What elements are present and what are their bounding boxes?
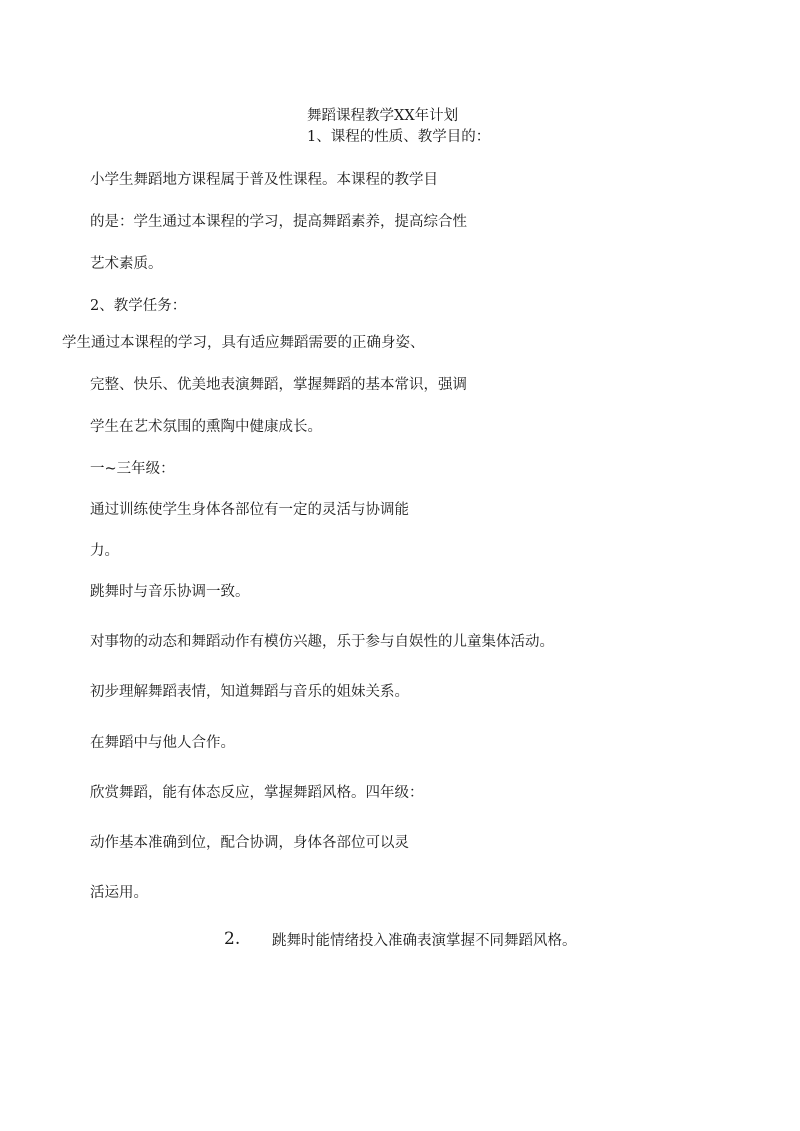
paragraph-line: 活运用。 — [90, 885, 148, 901]
paragraph-line: 通过训练使学生身体各部位有一定的灵活与协调能 — [90, 502, 409, 518]
paragraph-line: 对事物的动态和舞蹈动作有模仿兴趣，乐于参与自娱性的儿童集体活动。 — [90, 634, 554, 650]
paragraph-line: 欣赏舞蹈，能有体态反应，掌握舞蹈风格。四年级： — [90, 785, 424, 801]
list-item-number: 2. — [224, 929, 241, 949]
paragraph-line: 力。 — [90, 543, 119, 559]
paragraph-line: 完整、快乐、优美地表演舞蹈，掌握舞蹈的基本常识，强调 — [90, 377, 467, 393]
section-heading-2: 2、教学任务： — [90, 298, 187, 314]
paragraph-line: 艺术素质。 — [90, 256, 163, 272]
paragraph-line: 小学生舞蹈地方课程属于普及性课程。本课程的教学目 — [90, 172, 438, 188]
paragraph-line: 动作基本准确到位，配合协调，身体各部位可以灵 — [90, 835, 409, 851]
paragraph-line: 的是：学生通过本课程的学习，提高舞蹈素养，提高综合性 — [90, 214, 467, 230]
paragraph-line: 学生通过本课程的学习，具有适应舞蹈需要的正确身姿、 — [62, 335, 425, 351]
list-item-text: 跳舞时能情绪投入准确表演掌握不同舞蹈风格。 — [272, 933, 577, 949]
grade-heading: 一~三年级： — [90, 461, 175, 477]
document-title: 舞蹈课程教学XX年计划 — [307, 108, 459, 124]
section-heading-1: 1、课程的性质、教学目的： — [307, 129, 491, 145]
paragraph-line: 初步理解舞蹈表情，知道舞蹈与音乐的姐妹关系。 — [90, 684, 409, 700]
paragraph-line: 在舞蹈中与他人合作。 — [90, 735, 235, 751]
paragraph-line: 跳舞时与音乐协调一致。 — [90, 584, 250, 600]
paragraph-line: 学生在艺术氛围的熏陶中健康成长。 — [90, 419, 322, 435]
